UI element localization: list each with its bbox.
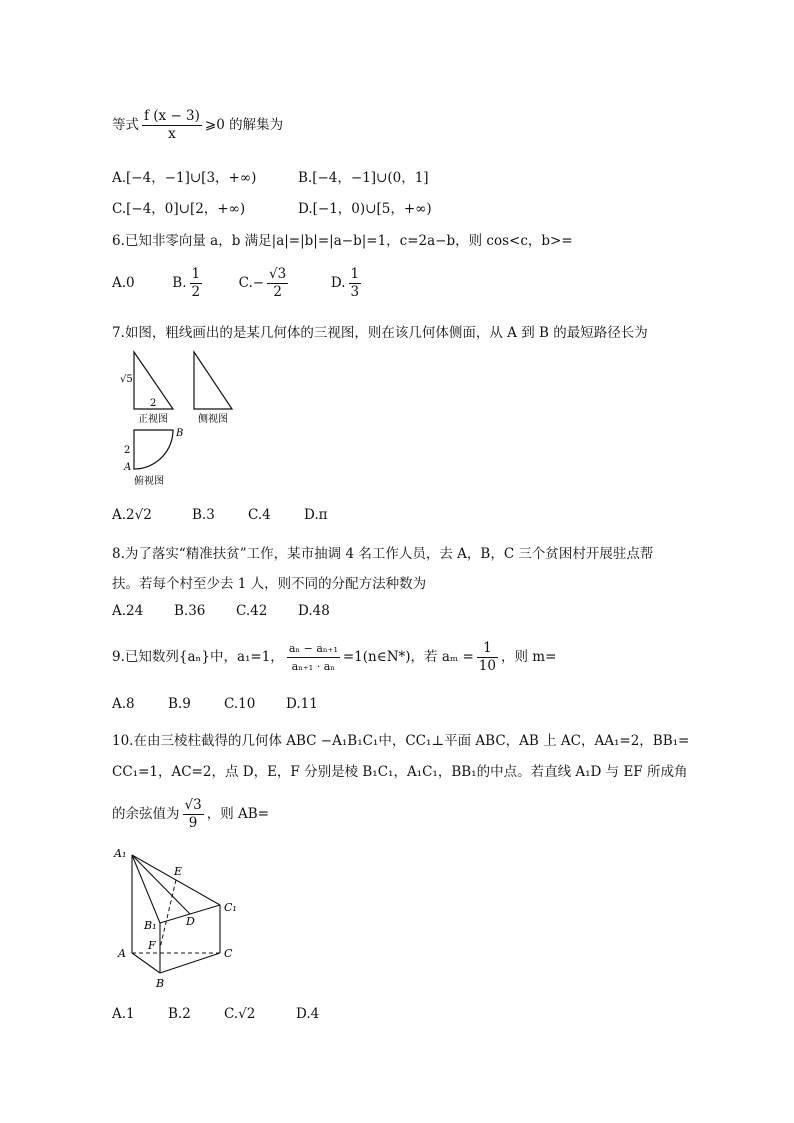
- q7-option-c: C.4: [248, 507, 271, 523]
- q5-options-row1: [112, 166, 429, 186]
- q6-option-c: C.− $\frac{√3}{2}$: [238, 266, 287, 300]
- q9-option-d: D.11: [286, 696, 318, 712]
- q7-three-view-figure: [112, 346, 242, 491]
- q10-label-d: D: [186, 915, 195, 928]
- q6-option-d: D. $\frac{1}{3}$: [330, 266, 360, 300]
- q7-label-a: A: [124, 462, 132, 473]
- q6-options: [112, 266, 364, 301]
- q10-solid-figure: [112, 845, 252, 990]
- q10-edge-b-c: [160, 953, 220, 973]
- q10-fraction: $\frac{√3}{9}$: [184, 797, 202, 831]
- q8-option-d: D.48: [298, 603, 330, 619]
- q9-option-b: B.9: [168, 696, 191, 712]
- q7-stem: 7.如图，粗线画出的是某几何体的三视图，则在该几何体侧面，从 A 到 B 的最短路径长为: [112, 325, 648, 341]
- q10-label-f: F: [148, 939, 156, 952]
- q10-option-b: B.2: [168, 1006, 191, 1022]
- q5-option-b: B.[−4，−1]∪(0，1]: [298, 170, 429, 186]
- q10-label-c: C: [224, 947, 233, 960]
- q6-option-a: A.0: [112, 275, 135, 291]
- q7-label-b: B: [176, 428, 184, 439]
- q7-option-a: A.2√2: [112, 507, 152, 523]
- q5-options-row2: [112, 197, 432, 217]
- q7-top-height-label: 2: [124, 445, 131, 456]
- q8-stem-line1: 8.为了落实“精准扶贫”工作，某市抽调 4 名工作人员，去 A，B，C 三个贫困村开展驻点帮: [112, 546, 654, 562]
- q7-side-view-triangle: [194, 352, 232, 409]
- q8-option-a: A.24: [112, 603, 144, 619]
- q7-front-caption: 正视图: [138, 414, 168, 425]
- q8-option-c: C.42: [236, 603, 268, 619]
- q8-stem-line2: 扶。若每个村至少去 1 人，则不同的分配方法种数为: [112, 576, 427, 592]
- q10-line3: 的余弦值为 $\frac{√3}{9}$ ，则 AB=: [112, 797, 269, 831]
- q10-edge-a1-b1: [132, 855, 160, 923]
- q9-option-c: C.10: [224, 696, 256, 712]
- q10-label-a: A: [118, 947, 126, 960]
- q10-label-c1: C₁: [224, 901, 237, 914]
- q6-stem: 6.已知非零向量 a，b 满足|a|=|b|=|a−b|=1，c=2a−b，则 cos<c，b>=: [112, 233, 573, 249]
- q7-option-d: D.π: [304, 507, 328, 523]
- q10-label-e: E: [174, 865, 183, 878]
- q5-option-a: A.[−4，−1]∪[3，+∞): [112, 170, 257, 186]
- q10-option-c: C.√2: [224, 1006, 256, 1022]
- q8-option-b: B.36: [174, 603, 206, 619]
- q7-side-caption: 侧视图: [198, 414, 228, 425]
- q5-option-c: C.[−4，0]∪[2，+∞): [112, 201, 246, 217]
- q10-options: [112, 1006, 319, 1022]
- q7-front-height-label: √5: [120, 374, 133, 385]
- q8-options: [112, 603, 330, 619]
- q10-option-a: A.1: [112, 1006, 135, 1022]
- q7-top-caption: 俯视图: [134, 476, 164, 487]
- q9-fraction-2: $\frac{1}{10}$: [478, 640, 496, 674]
- q10-line1: 10.在由三棱柱截得的几何体 ABC −A₁B₁C₁中，CC₁⊥平面 ABC，AB 上 AC，AA₁=2，BB₁=: [112, 733, 690, 749]
- q9-options: [112, 696, 318, 712]
- q5-fraction: $\frac{f (x - 3)}{x}$: [144, 108, 200, 142]
- q7-option-b: B.3: [192, 507, 215, 523]
- q9-option-a: A.8: [112, 696, 135, 712]
- q7-options: [112, 507, 328, 523]
- q10-label-b1: B₁: [144, 919, 157, 932]
- q10-label-b: B: [156, 977, 165, 990]
- q5-option-d: D.[−1，0)∪[5，+∞): [298, 201, 432, 217]
- q7-top-view-quarter-circle: [134, 430, 173, 469]
- q7-front-base-label: 2: [150, 398, 157, 409]
- q5-stem: 等式 $\frac{f (x - 3)}{x}$ ⩾0 的解集为: [112, 108, 284, 142]
- q10-option-d: D.4: [296, 1006, 320, 1022]
- q10-edge-a-b: [132, 953, 160, 973]
- q9-fraction: $\frac{\text{aₙ − aₙ₊₁}}{\text{aₙ₊₁ · aₙ}}$: [288, 642, 338, 673]
- q6-option-b: B. $\frac{1}{2}$: [172, 266, 201, 300]
- q10-dashed-e-f: [160, 880, 176, 948]
- q10-line2: CC₁=1，AC=2，点 D，E，F 分别是棱 B₁C₁，A₁C₁，BB₁的中点。若直线 A₁D 与 EF 所成角: [112, 764, 688, 780]
- q9-stem: 9.已知数列{aₙ}中，a₁=1， $\frac{\text{aₙ − aₙ₊₁}}{\text{aₙ₊₁ · aₙ}}$ =1(n∈N*)，若 aₘ = $\frac{1}{10}$ ，则 m=: [112, 640, 557, 674]
- q10-label-a1: A₁: [114, 847, 127, 860]
- q10-line-a1-d: [132, 855, 190, 914]
